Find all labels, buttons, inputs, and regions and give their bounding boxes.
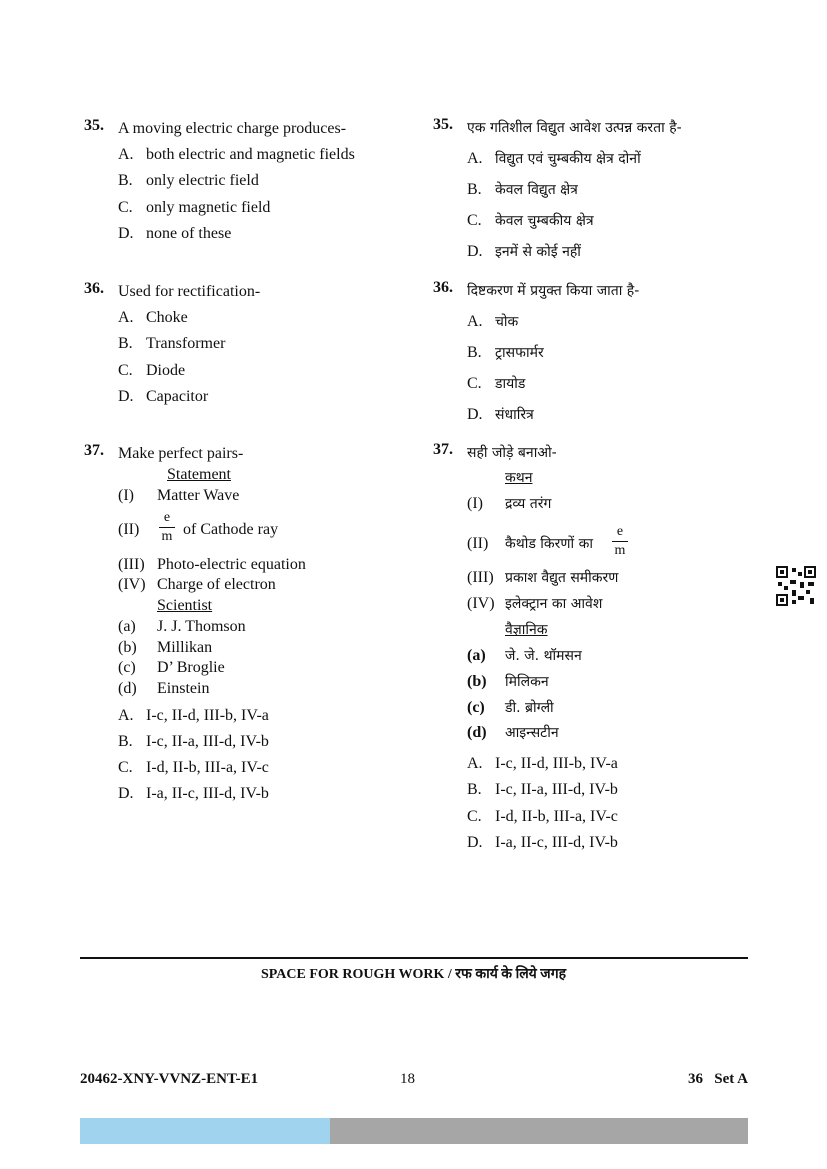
q37-question: Make perfect pairs-: [118, 445, 244, 462]
q37-option-c: C. I-d, II-b, III-a, IV-c: [118, 759, 269, 776]
q36-number: 36.: [84, 280, 104, 297]
scientist-a-letter: (a): [118, 618, 136, 635]
scientist-hi-heading: वैज्ञानिक: [505, 622, 548, 638]
q37-option-d: D. I-a, II-c, III-d, IV-b: [118, 785, 269, 802]
statement-hi-2-roman: (II): [467, 535, 489, 552]
q37-number: 37.: [84, 442, 104, 459]
q37-hi-option-b: B. I-c, II-a, III-d, IV-b: [467, 781, 618, 798]
scientist-a-text: J. J. Thomson: [157, 618, 246, 635]
q35-hi-option-a: A. विद्युत एवं चुम्बकीय क्षेत्र दोनों: [467, 150, 641, 167]
e-over-m-fraction-hi: e m: [612, 524, 628, 559]
statement-hi-2-text: कैथोड किरणों का: [505, 536, 593, 552]
statement-4-text: Charge of electron: [157, 576, 276, 593]
q35-hi-option-b: B. केवल विद्युत क्षेत्र: [467, 181, 578, 198]
q35-question: A moving electric charge produces-: [118, 120, 347, 137]
e-over-m-fraction: e m: [159, 510, 175, 545]
scientist-hi-b-text: मिलिकन: [505, 674, 549, 690]
statement-hi-4-roman: (IV): [467, 595, 495, 612]
q37-option-b: B. I-c, II-a, III-d, IV-b: [118, 733, 269, 750]
q37-hi-option-c: C. I-d, II-b, III-a, IV-c: [467, 808, 618, 825]
scientist-hi-d-letter: (d): [467, 724, 487, 741]
q36-option-b: B. Transformer: [118, 335, 226, 352]
page-number: 18: [400, 1071, 415, 1087]
q35-option-c: C. only magnetic field: [118, 199, 271, 216]
q36-question: Used for rectification-: [118, 283, 261, 300]
q36-hi-option-b: B. ट्रासफार्मर: [467, 344, 544, 361]
q36-option-c: C. Diode: [118, 362, 186, 379]
q36-hi-option-c: C. डायोड: [467, 375, 526, 392]
statement-3-text: Photo-electric equation: [157, 556, 306, 573]
q37-hi-option-a: A. I-c, II-d, III-b, IV-a: [467, 755, 618, 772]
rough-work-label: SPACE FOR ROUGH WORK / रफ कार्य के लिये जगह: [260, 967, 567, 982]
q36-hi-question: दिष्टकरण में प्रयुक्त किया जाता है-: [467, 283, 640, 299]
scientist-hi-a-letter: (a): [467, 647, 486, 664]
statement-4-roman: (IV): [118, 576, 146, 593]
statement-3-roman: (III): [118, 556, 145, 573]
scientist-hi-a-text: जे. जे. थॉमसन: [505, 648, 582, 664]
statement-hi-1-roman: (I): [467, 495, 483, 512]
statement-hi-4-text: इलेक्ट्रान का आवेश: [505, 596, 603, 612]
q35-number: 35.: [84, 117, 104, 134]
scientist-d-text: Einstein: [157, 680, 210, 697]
q35-option-d: D. none of these: [118, 225, 232, 242]
scientist-c-text: D’ Broglie: [157, 659, 225, 676]
set-label: 36 Set A: [688, 1071, 748, 1087]
q35-hi-question: एक गतिशील विद्युत आवेश उत्पन्न करता है-: [467, 120, 682, 136]
scientist-hi-b-letter: (b): [467, 673, 487, 690]
q35-option-b: B. only electric field: [118, 172, 259, 189]
footer-band-left: [80, 1118, 330, 1144]
statement-heading: Statement: [167, 466, 231, 483]
statement-2-text: of Cathode ray: [183, 521, 279, 538]
statement-hi-1-text: द्रव्य तरंग: [505, 496, 552, 512]
q35-hi-option-d: D. इनमें से कोई नहीं: [467, 243, 581, 260]
rough-work-divider: [80, 957, 748, 959]
statement-hi-heading: कथन: [505, 470, 533, 486]
q36-hi-option-a: A. चोक: [467, 313, 519, 330]
q35-option-a: A. both electric and magnetic fields: [118, 146, 355, 163]
statement-2-roman: (II): [118, 521, 140, 538]
q37-option-a: A. I-c, II-d, III-b, IV-a: [118, 707, 269, 724]
q36-hi-number: 36.: [433, 279, 453, 296]
scientist-b-text: Millikan: [157, 639, 213, 656]
scientist-hi-d-text: आइन्सटीन: [505, 725, 559, 741]
scientist-c-letter: (c): [118, 659, 136, 676]
q35-hi-option-c: C. केवल चुम्बकीय क्षेत्र: [467, 212, 594, 229]
footer-band-right: [330, 1118, 748, 1144]
q36-hi-option-d: D. संधारित्र: [467, 406, 534, 423]
statement-hi-3-text: प्रकाश वैद्युत समीकरण: [505, 570, 619, 586]
scientist-heading: Scientist: [157, 597, 213, 614]
paper-code: 20462-XNY-VVNZ-ENT-E1: [80, 1071, 259, 1087]
statement-1-roman: (I): [118, 487, 134, 504]
q36-option-a: A. Choke: [118, 309, 188, 326]
q35-hi-number: 35.: [433, 116, 453, 133]
statement-1-text: Matter Wave: [157, 487, 240, 504]
statement-hi-3-roman: (III): [467, 569, 494, 586]
scientist-hi-c-text: डी. ब्रोग्ली: [505, 700, 554, 716]
q37-hi-option-d: D. I-a, II-c, III-d, IV-b: [467, 834, 618, 851]
scientist-d-letter: (d): [118, 680, 137, 697]
qr-code-icon: [776, 566, 816, 606]
scientist-hi-c-letter: (c): [467, 699, 485, 716]
q37-hi-number: 37.: [433, 441, 453, 458]
q37-hi-question: सही जोड़े बनाओ-: [467, 445, 557, 461]
q36-option-d: D. Capacitor: [118, 388, 209, 405]
scientist-b-letter: (b): [118, 639, 137, 656]
